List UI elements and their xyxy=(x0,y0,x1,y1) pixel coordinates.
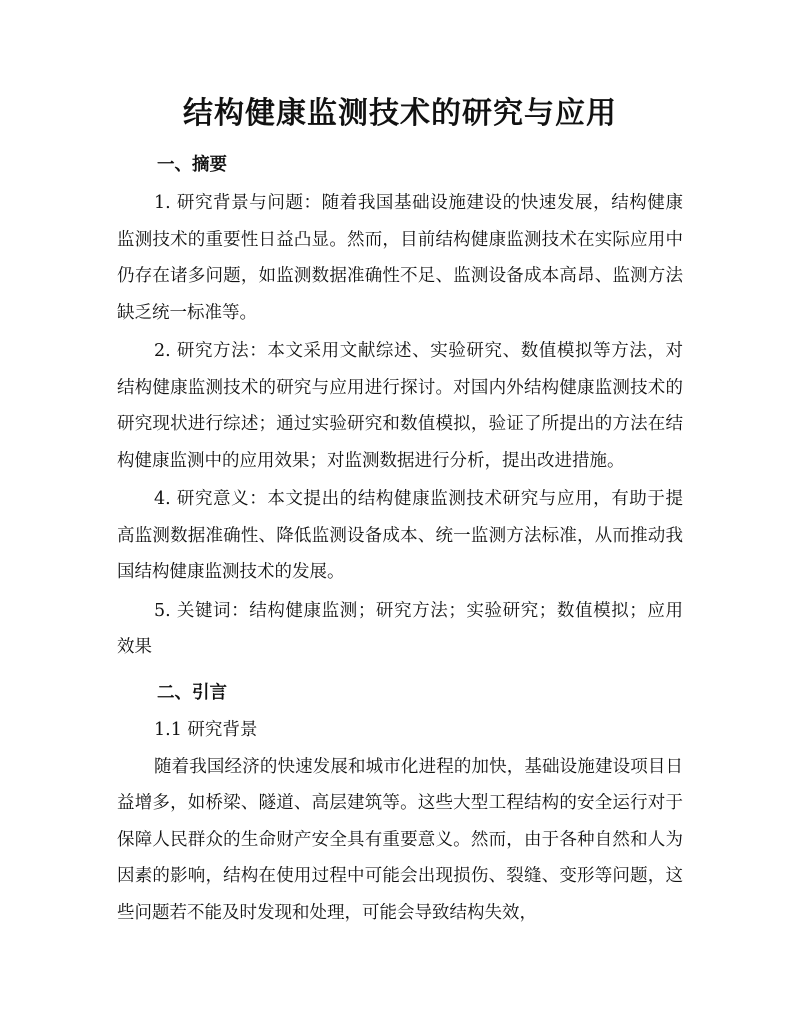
abstract-paragraph-keywords: 5. 关键词：结构健康监测；研究方法；实验研究；数值模拟；应用效果 xyxy=(117,600,683,657)
section-heading-introduction: 二、引言 xyxy=(157,682,227,703)
abstract-paragraph-method: 2. 研究方法：本文采用文献综述、实验研究、数值模拟等方法，对结构健康监测技术的研究与应用进行探讨。对国内外结构健康监测技术的研究现状进行综述；通过实验研究和数值模拟，验证了所提出的方法在结构健康监测中的应用效果；对监测数据进行分析，提出改进措施。 xyxy=(117,341,683,471)
document-page xyxy=(117,0,683,931)
abstract-paragraph-background: 1. 研究背景与问题：随着我国基础设施建设的快速发展，结构健康监测技术的重要性日益凸显。然而，目前结构健康监测技术在实际应用中仍存在诸多问题，如监测数据准确性不足、监测设备成本高昂、监测方法缺乏统一标准等。 xyxy=(117,193,683,323)
introduction-paragraph: 随着我国经济的快速发展和城市化进程的加快，基础设施建设项目日益增多，如桥梁、隧道、高层建筑等。这些大型工程结构的安全运行对于保障人民群众的生命财产安全具有重要意义。然而，由于各种自然和人为因素的影响，结构在使用过程中可能会出现损伤、裂缝、变形等问题，这些问题若不能及时发现和处理，可能会导致结构失效， xyxy=(117,756,683,923)
subsection-heading-background: 1.1 研究背景 xyxy=(154,719,258,740)
document-title: 结构健康监测技术的研究与应用 xyxy=(183,96,617,131)
section-heading-abstract: 一、摘要 xyxy=(157,155,227,175)
abstract-paragraph-significance: 4. 研究意义：本文提出的结构健康监测技术研究与应用，有助于提高监测数据准确性、降低监测设备成本、统一监测方法标准，从而推动我国结构健康监测技术的发展。 xyxy=(117,489,683,582)
